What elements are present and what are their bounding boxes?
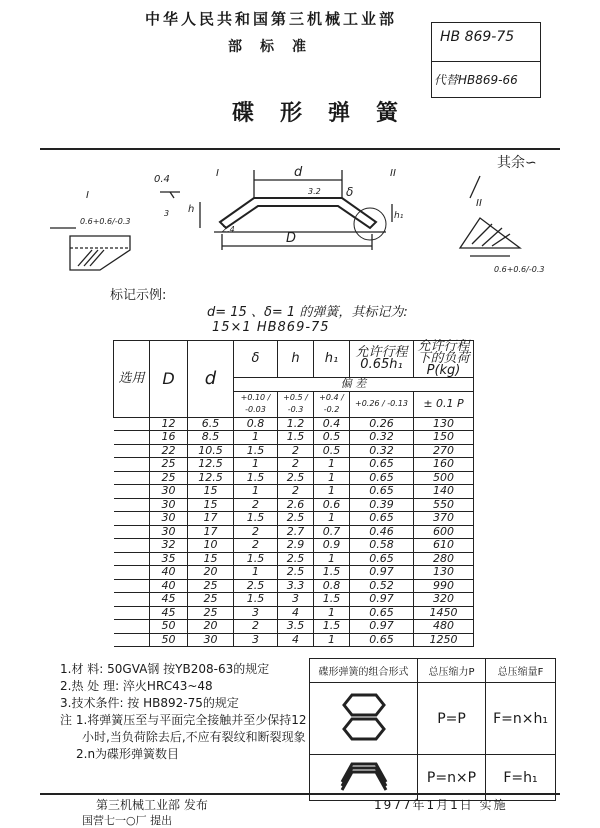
combo-form-header: 碟形弹簧的组合形式 [310,659,418,683]
table-cell: 25 [150,471,188,485]
spring-drawing [40,158,560,284]
table-cell: 2 [234,539,278,553]
table-cell: 0.52 [350,579,414,593]
table-cell: 1.5 [234,444,278,458]
combo-r1-travel: F=n×h₁ [486,683,556,755]
table-cell: 0.58 [350,539,414,553]
dim-delta: δ [346,185,354,199]
table-row [114,525,474,539]
table-cell: 280 [414,552,474,566]
table-cell: 2 [278,485,314,499]
table-cell: 45 [150,593,188,607]
header-divider [40,148,560,150]
tol-h: +0.5 / -0.3 [278,391,314,417]
note-tech-conditions: 3.技术条件: 按 HB892-75的规定 [60,696,239,710]
table-cell: 12.5 [188,458,234,472]
roughness-3-2: 3.2 [308,187,321,196]
table-cell: 1 [234,566,278,580]
table-cell: 2.9 [278,539,314,553]
combination-table [309,658,556,801]
table-row [114,633,474,647]
table-cell: 1 [314,485,350,499]
dim-0-6-tol: 0.6+0.6/-0.3 [80,217,131,226]
table-cell: 2 [278,458,314,472]
table-cell: 0.8 [314,579,350,593]
tol-h1: +0.4 / -0.2 [314,391,350,417]
table-cell: 30 [150,512,188,526]
table-cell: 150 [414,431,474,445]
table-row [114,471,474,485]
table-cell: 32 [150,539,188,553]
table-cell: 1.5 [234,512,278,526]
table-cell: 22 [150,444,188,458]
table-cell: 0.97 [350,593,414,607]
table-cell: 2 [234,620,278,634]
table-cell: 30 [188,633,234,647]
dim-0-4: 0.4 [154,174,170,185]
table-cell: 1.5 [314,593,350,607]
table-cell: 12.5 [188,471,234,485]
table-cell: 0.5 [314,431,350,445]
combo-r2-force: P=n×P [418,755,486,801]
table-cell: 3.3 [278,579,314,593]
publisher: 第三机械工业部 发布 [96,798,208,812]
footer-divider [40,793,560,795]
table-cell: 0.97 [350,620,414,634]
table-cell: 40 [150,566,188,580]
table-cell: 20 [188,620,234,634]
select-cell [114,512,150,526]
col-select-header: 选用 [114,341,150,418]
select-cell [114,431,150,445]
table-cell: 0.46 [350,525,414,539]
col-d-header: d [188,341,234,418]
standard-code-box [431,22,541,98]
table-cell: 1 [314,633,350,647]
dim-D: D [286,231,297,246]
select-cell [114,579,150,593]
document-title: 碟形弹簧 [232,100,425,126]
tol-stroke: +0.26 / -0.13 [350,391,414,417]
table-cell: 0.65 [350,471,414,485]
table-cell: 0.65 [350,485,414,499]
standard-code: HB 869-75 [440,29,515,45]
table-cell: 0.32 [350,431,414,445]
table-cell: 1.5 [278,431,314,445]
roughness-3: 3 [164,209,170,218]
select-cell [114,471,150,485]
combo-force-header: 总压缩力P [418,659,486,683]
table-cell: 0.65 [350,512,414,526]
view-ii-marker: II [390,168,396,179]
table-cell: 2.5 [278,566,314,580]
view-i-marker: I [216,168,219,179]
select-cell [114,417,150,431]
col-delta-header: δ [234,341,278,378]
table-cell: 1 [234,431,278,445]
table-cell: 370 [414,512,474,526]
table-cell: 140 [414,485,474,499]
spring-section [220,198,376,228]
marking-example-text: d= 15 、δ= 1 的弹簧，其标记为: [207,305,408,320]
spring-dimension-table [113,340,474,647]
table-row [114,620,474,634]
table-cell: 1450 [414,606,474,620]
table-cell: 30 [150,498,188,512]
table-cell: 550 [414,498,474,512]
table-cell: 1 [234,458,278,472]
table-cell: 2.5 [278,552,314,566]
table-cell: 2.5 [234,579,278,593]
rest-roughness-note: 其余∽ [497,155,537,171]
note-1-cont: 小时,当负荷除去后,不应有裂纹和断裂现象 [82,730,306,744]
table-cell: 25 [188,593,234,607]
table-cell: 1 [314,606,350,620]
table-cell: 1250 [414,633,474,647]
table-cell: 2 [234,498,278,512]
table-cell: 25 [150,458,188,472]
table-cell: 15 [188,485,234,499]
table-cell: 3.5 [278,620,314,634]
table-cell: 1 [314,512,350,526]
select-cell [114,525,150,539]
col-load-header: 允许行程下的负荷P(kg) [414,341,474,378]
dim-d: d [294,165,303,180]
marking-example-label: 标记示例: [110,288,167,303]
table-cell: 25 [188,579,234,593]
table-row [114,498,474,512]
table-row [114,593,474,607]
table-cell: 2 [278,444,314,458]
table-cell: 10 [188,539,234,553]
dim-h1: h₁ [394,211,404,221]
tol-load: ± 0.1 P [414,391,474,417]
proposer: 国营七一○厂 提出 [82,814,173,827]
table-cell: 3 [234,633,278,647]
table-cell: 3 [234,606,278,620]
issuing-organization: 中华人民共和国第三机械工业部 [145,10,398,28]
tolerance-header: 偏 差 [234,378,474,392]
table-cell: 0.65 [350,552,414,566]
replaces-code: 代替HB869-66 [434,73,518,87]
select-cell [114,633,150,647]
col-D-header: D [150,341,188,418]
select-cell [114,458,150,472]
select-cell [114,539,150,553]
table-cell: 500 [414,471,474,485]
table-cell: 0.39 [350,498,414,512]
table-cell: 12 [150,417,188,431]
table-cell: 130 [414,417,474,431]
select-cell [114,552,150,566]
table-cell: 0.65 [350,458,414,472]
select-cell [114,620,150,634]
table-cell: 160 [414,458,474,472]
table-cell: 0.65 [350,606,414,620]
marking-example-code: 15×1 HB869-75 [212,320,330,335]
table-cell: 40 [150,579,188,593]
table-cell: 270 [414,444,474,458]
table-row [114,606,474,620]
table-cell: 15 [188,552,234,566]
table-cell: 1 [234,485,278,499]
table-cell: 2.5 [278,512,314,526]
table-cell: 4 [278,633,314,647]
table-cell: 6.5 [188,417,234,431]
table-cell: 50 [150,633,188,647]
select-cell [114,566,150,580]
table-cell: 1.5 [234,593,278,607]
select-cell [114,606,150,620]
table-cell: 1 [314,458,350,472]
table-cell: 2.7 [278,525,314,539]
table-cell: 0.32 [350,444,414,458]
table-cell: 4 [278,606,314,620]
select-cell [114,485,150,499]
table-cell: 2 [234,525,278,539]
table-cell: 0.65 [350,633,414,647]
table-cell: 3 [278,593,314,607]
table-cell: 30 [150,485,188,499]
table-cell: 10.5 [188,444,234,458]
table-cell: 0.7 [314,525,350,539]
dim-0-6-tol-right: 0.6+0.6/-0.3 [494,265,545,274]
detail-ii-right [460,218,520,248]
table-row [114,444,474,458]
table-cell: 20 [188,566,234,580]
technical-notes [60,661,307,763]
table-cell: 320 [414,593,474,607]
table-cell: 17 [188,525,234,539]
table-cell: 25 [188,606,234,620]
table-cell: 35 [150,552,188,566]
table-cell: 0.8 [234,417,278,431]
table-cell: 1.5 [314,566,350,580]
dim-h: h [188,204,195,215]
note-1: 注 1.将弹簧压至与平面完全接触并至少保持12 [60,713,307,727]
table-cell: 0.9 [314,539,350,553]
col-h-header: h [278,341,314,378]
table-cell: 480 [414,620,474,634]
combo-travel-header: 总压缩量F [486,659,556,683]
select-cell [114,498,150,512]
table-row [114,552,474,566]
note-material: 1.材 料: 50GVA钢 按YB208-63的规定 [60,662,270,676]
table-cell: 1.5 [314,620,350,634]
table-row [114,431,474,445]
table-cell: 45 [150,606,188,620]
table-row [114,539,474,553]
table-row [114,485,474,499]
table-row [114,566,474,580]
table-cell: 2.6 [278,498,314,512]
table-cell: 1 [314,552,350,566]
table-cell: 15 [188,498,234,512]
table-cell: 1.2 [278,417,314,431]
table-row [114,417,474,431]
combo-r1-force: P=P [418,683,486,755]
table-cell: 16 [150,431,188,445]
table-cell: 0.4 [314,417,350,431]
note-2: 2.n为碟形弹簧数目 [76,747,180,761]
table-cell: 0.26 [350,417,414,431]
dim-2-4: 2.4 [222,225,235,234]
standard-type: 部标准 [228,39,324,55]
table-cell: 0.6 [314,498,350,512]
select-cell [114,593,150,607]
note-heat-treatment: 2.热 处 理: 淬火HRC43~48 [60,679,213,693]
table-cell: 1.5 [234,552,278,566]
table-cell: 0.97 [350,566,414,580]
table-row [114,512,474,526]
select-cell [114,444,150,458]
combo-r2-travel: F=h₁ [486,755,556,801]
table-row [114,579,474,593]
col-h1-header: h₁ [314,341,350,378]
view-i-label: I [86,190,89,201]
table-cell: 50 [150,620,188,634]
table-cell: 1 [314,471,350,485]
col-stroke-header: 允许行程 0.65h₁ [350,341,414,378]
table-row [114,458,474,472]
table-cell: 8.5 [188,431,234,445]
table-cell: 130 [414,566,474,580]
view-ii-label: II [476,198,482,209]
table-cell: 17 [188,512,234,526]
table-cell: 600 [414,525,474,539]
table-cell: 990 [414,579,474,593]
table-cell: 610 [414,539,474,553]
tol-delta: +0.10 / -0.03 [234,391,278,417]
table-cell: 30 [150,525,188,539]
table-cell: 1.5 [234,471,278,485]
implementation-date: 1977年1月1日 实施 [374,798,508,812]
combo-stack-parallel [310,683,418,755]
table-cell: 0.5 [314,444,350,458]
table-cell: 2.5 [278,471,314,485]
